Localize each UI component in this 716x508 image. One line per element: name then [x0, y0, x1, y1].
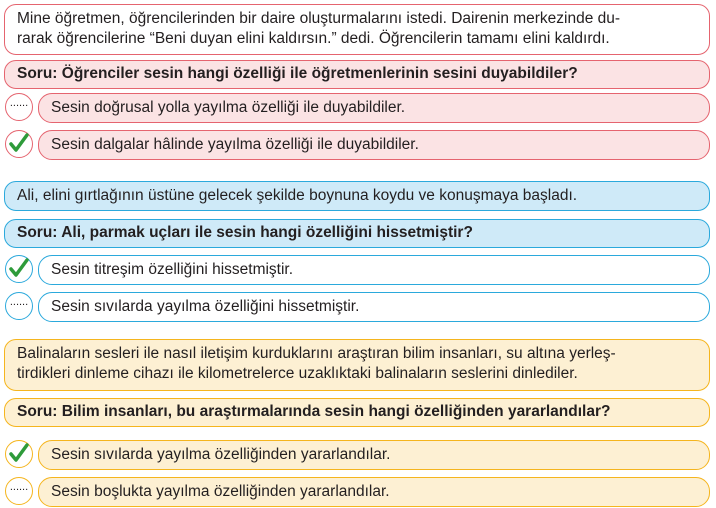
answer-marker[interactable]: [5, 292, 33, 320]
answer-marker[interactable]: [5, 130, 33, 158]
context-line: Ali, elini gırtlağının üstüne gelecek şekilde boynuna koydu ve konuşmaya başladı.: [17, 187, 578, 204]
answer-option[interactable]: Sesin sıvılarda yayılma özelliğini hissetmiştir.: [38, 292, 710, 322]
answer-option[interactable]: Sesin dalgalar hâlinde yayılma özelliği ile duyabildiler.: [38, 130, 710, 160]
question-text: Soru: Ali, parmak uçları ile sesin hangi özelliğini hissetmiştir?: [4, 219, 710, 248]
context-text: [4, 339, 710, 391]
answer-marker[interactable]: [5, 440, 33, 468]
context-line: rarak öğrencilerine “Beni duyan elini kaldırsın.” dedi. Öğrencilerin tamamı elini kaldırdı.: [17, 30, 610, 47]
checkmark-icon: [8, 132, 30, 154]
checkmark-icon: [8, 442, 30, 464]
answer-marker[interactable]: [5, 477, 33, 505]
dots-placeholder: ......: [9, 481, 29, 493]
dots-placeholder: ......: [9, 97, 29, 109]
answer-option[interactable]: Sesin titreşim özelliğini hissetmiştir.: [38, 255, 710, 285]
answer-option[interactable]: Sesin sıvılarda yayılma özelliğinden yararlandılar.: [38, 440, 710, 470]
question-text: Soru: Öğrenciler sesin hangi özelliği ile öğretmenlerinin sesini duyabildiler?: [4, 60, 710, 89]
answer-marker[interactable]: [5, 93, 33, 121]
question-text: Soru: Bilim insanları, bu araştırmalarında sesin hangi özelliğinden yararlandılar?: [4, 398, 710, 427]
answer-option[interactable]: Sesin doğrusal yolla yayılma özelliği ile duyabildiler.: [38, 93, 710, 123]
context-text: [4, 4, 710, 55]
context-line: Balinaların sesleri ile nasıl iletişim kurduklarını araştıran bilim insanları, su altına yerleş-: [17, 345, 616, 362]
checkmark-icon: [8, 257, 30, 279]
context-line: Mine öğretmen, öğrencilerinden bir daire oluşturmalarını istedi. Dairenin merkezinde du-: [17, 10, 621, 27]
dots-placeholder: ......: [9, 296, 29, 308]
context-text: [4, 181, 710, 211]
answer-marker[interactable]: [5, 255, 33, 283]
answer-option[interactable]: Sesin boşlukta yayılma özelliğinden yararlandılar.: [38, 477, 710, 507]
context-line: tirdikleri dinleme cihazı ile kilometrelerce uzaklıktaki balinaların seslerini dinlediler.: [17, 365, 578, 382]
